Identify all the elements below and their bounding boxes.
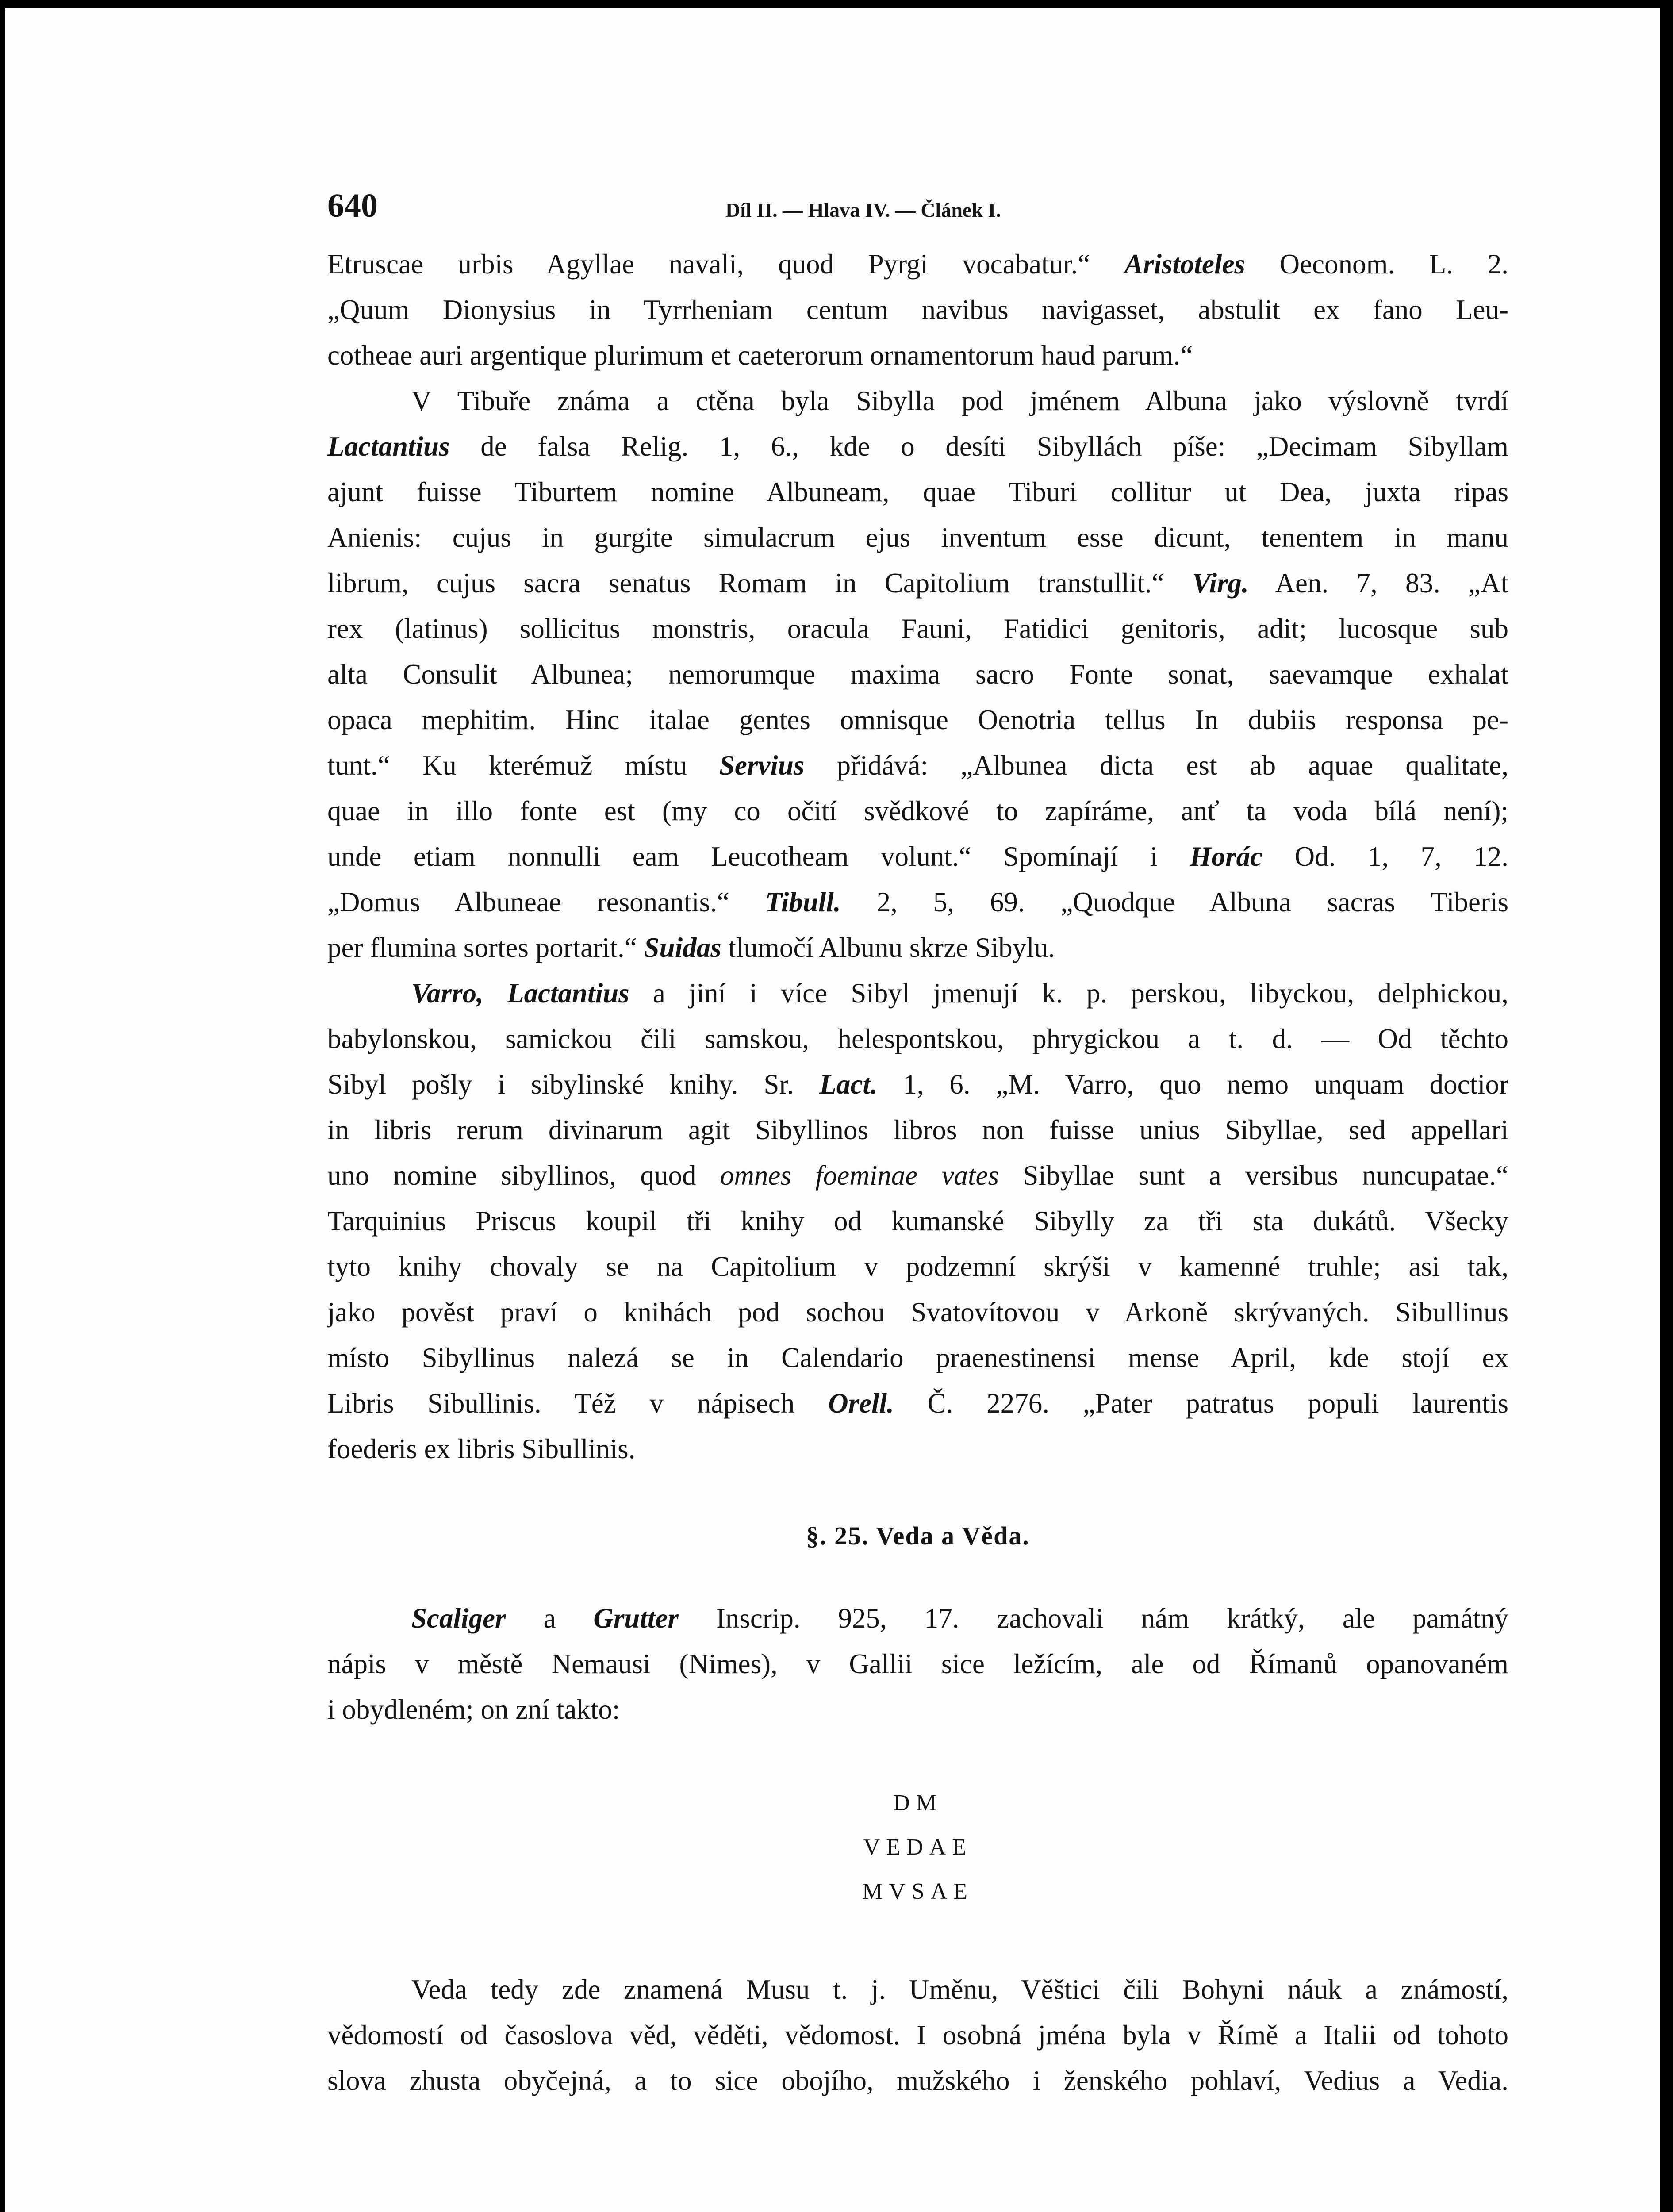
- text-line: ajunt fuisse Tiburtem nomine Albuneam, quae Tiburi collitur ut Dea, juxta ripas: [327, 476, 1508, 507]
- text-line: babylonskou, samickou čili samskou, helespontskou, phrygickou a t. d. — Od těchto: [327, 1023, 1508, 1054]
- page-header: [327, 187, 1508, 227]
- text-line: „Quum Dionysius in Tyrrheniam centum navibus navigasset, abstulit ex fano Leu-: [327, 294, 1508, 325]
- text-line: quae in illo fonte est (my co očití svědkové to zapíráme, anť ta voda bílá není);: [327, 795, 1508, 826]
- text-line: opaca mephitim. Hinc italae gentes omnisque Oenotria tellus In dubiis responsa pe-: [327, 704, 1508, 735]
- page-number: 640: [327, 187, 378, 224]
- text-line: vědomostí od časoslova věd, věděti, vědomost. I osobná jména byla v Římě a Italii od tohoto: [327, 2020, 1508, 2051]
- section-heading: §. 25. Veda a Věda.: [806, 1521, 1030, 1550]
- text-line: rex (latinus) sollicitus monstris, oracula Fauni, Fatidici genitoris, adit; lucosque sub: [327, 613, 1508, 644]
- scan-border-right: [1660, 5, 1665, 2212]
- text-line: V Tibuře známa a ctěna byla Sibylla pod jménem Albuna jako výslovně tvrdí: [411, 385, 1508, 416]
- text-line: uno nomine sibyllinos, quod omnes foeminae vates Sibyllae sunt a versibus nuncupatae.“: [327, 1160, 1508, 1191]
- text-line: alta Consulit Albunea; nemorumque maxima sacro Fonte sonat, saevamque exhalat: [327, 659, 1508, 690]
- text-line: i obydleném; on zní takto:: [327, 1694, 620, 1725]
- text-line: unde etiam nonnulli eam Leucotheam volunt.“ Spomínají i Horác Od. 1, 7, 12.: [327, 841, 1508, 872]
- text-line: tyto knihy chovaly se na Capitolium v podzemní skrýši v kamenné truhle; asi tak,: [327, 1251, 1508, 1282]
- paragraph-1: [327, 242, 1508, 378]
- text-line: „Domus Albuneae resonantis.“ Tibull. 2, 5, 69. „Quodque Albuna sacras Tiberis: [327, 887, 1508, 918]
- text-column: [327, 187, 1508, 2104]
- text-line: místo Sibyllinus nalezá se in Calendario praenestinensi mense April, kde stojí ex: [327, 1342, 1508, 1373]
- text-line: in libris rerum divinarum agit Sibyllinos libros non fuisse unius Sibyllae, sed appellari: [327, 1114, 1508, 1145]
- text-line: Veda tedy zde znamená Musu t. j. Uměnu, Věštici čili Bohyni náuk a známostí,: [411, 1974, 1508, 2005]
- text-line: Lactantius de falsa Relig. 1, 6., kde o desíti Sibyllách píše: „Decimam Sibyllam: [327, 431, 1508, 462]
- text-line: Anienis: cujus in gurgite simulacrum ejus inventum esse dicunt, tenentem in manu: [327, 522, 1508, 553]
- inscription-line: MVSAE: [862, 1879, 974, 1904]
- text-line: tunt.“ Ku kterémuž místu Servius přidává: „Albunea dicta est ab aquae qualitate,: [327, 750, 1508, 781]
- running-head: Díl II. — Hlava IV. — Článek I.: [725, 199, 1001, 221]
- inscription-line: DM: [893, 1790, 943, 1816]
- text-line: Tarquinius Priscus koupil tři knihy od kumanské Sibylly za tři sta dukátů. Všecky: [327, 1206, 1508, 1237]
- page-scan: [5, 5, 1665, 2212]
- scan-border-top: [5, 5, 1665, 8]
- text-line: Libris Sibullinis. Též v nápisech Orell. Č. 2276. „Pater patratus populi laurentis: [327, 1388, 1508, 1419]
- text-line: Etruscae urbis Agyllae navali, quod Pyrgi vocabatur.“ Aristoteles Oeconom. L. 2.: [327, 249, 1508, 280]
- text-line: Scaliger a Grutter Inscrip. 925, 17. zachovali nám krátký, ale památný: [411, 1603, 1508, 1634]
- text-line: foederis ex libris Sibullinis.: [327, 1433, 636, 1464]
- text-line: jako pověst praví o knihách pod sochou Svatovítovou v Arkoně skrývaných. Sibullinus: [327, 1297, 1508, 1328]
- paragraph-5: [327, 1967, 1508, 2104]
- text-line: cotheae auri argentique plurimum et caeterorum ornamentorum haud parum.“: [327, 340, 1193, 371]
- text-line: Sibyl pošly i sibylinské knihy. Sr. Lact. 1, 6. „M. Varro, quo nemo unquam doctior: [327, 1069, 1508, 1100]
- text-line: nápis v městě Nemausi (Nimes), v Gallii sice ležícím, ale od Římanů opanovaném: [327, 1648, 1508, 1679]
- text-line: per flumina sortes portarit.“ Suidas tlumočí Albunu skrze Sibylu.: [327, 932, 1055, 963]
- text-line: librum, cujus sacra senatus Romam in Capitolium transtullit.“ Virg. Aen. 7, 83. „At: [327, 568, 1508, 599]
- inscription: [327, 1781, 1508, 1914]
- paragraph-4: [327, 1596, 1508, 1732]
- paragraph-3: [327, 971, 1508, 1472]
- paragraph-2: [327, 378, 1508, 971]
- text-line: slova zhusta obyčejná, a to sice obojího, mužského i ženského pohlaví, Vedius a Vedia.: [327, 2065, 1508, 2096]
- inscription-line: VEDAE: [863, 1835, 973, 1860]
- text-line: Varro, Lactantius a jiní i více Sibyl jmenují k. p. perskou, libyckou, delphickou,: [411, 978, 1508, 1009]
